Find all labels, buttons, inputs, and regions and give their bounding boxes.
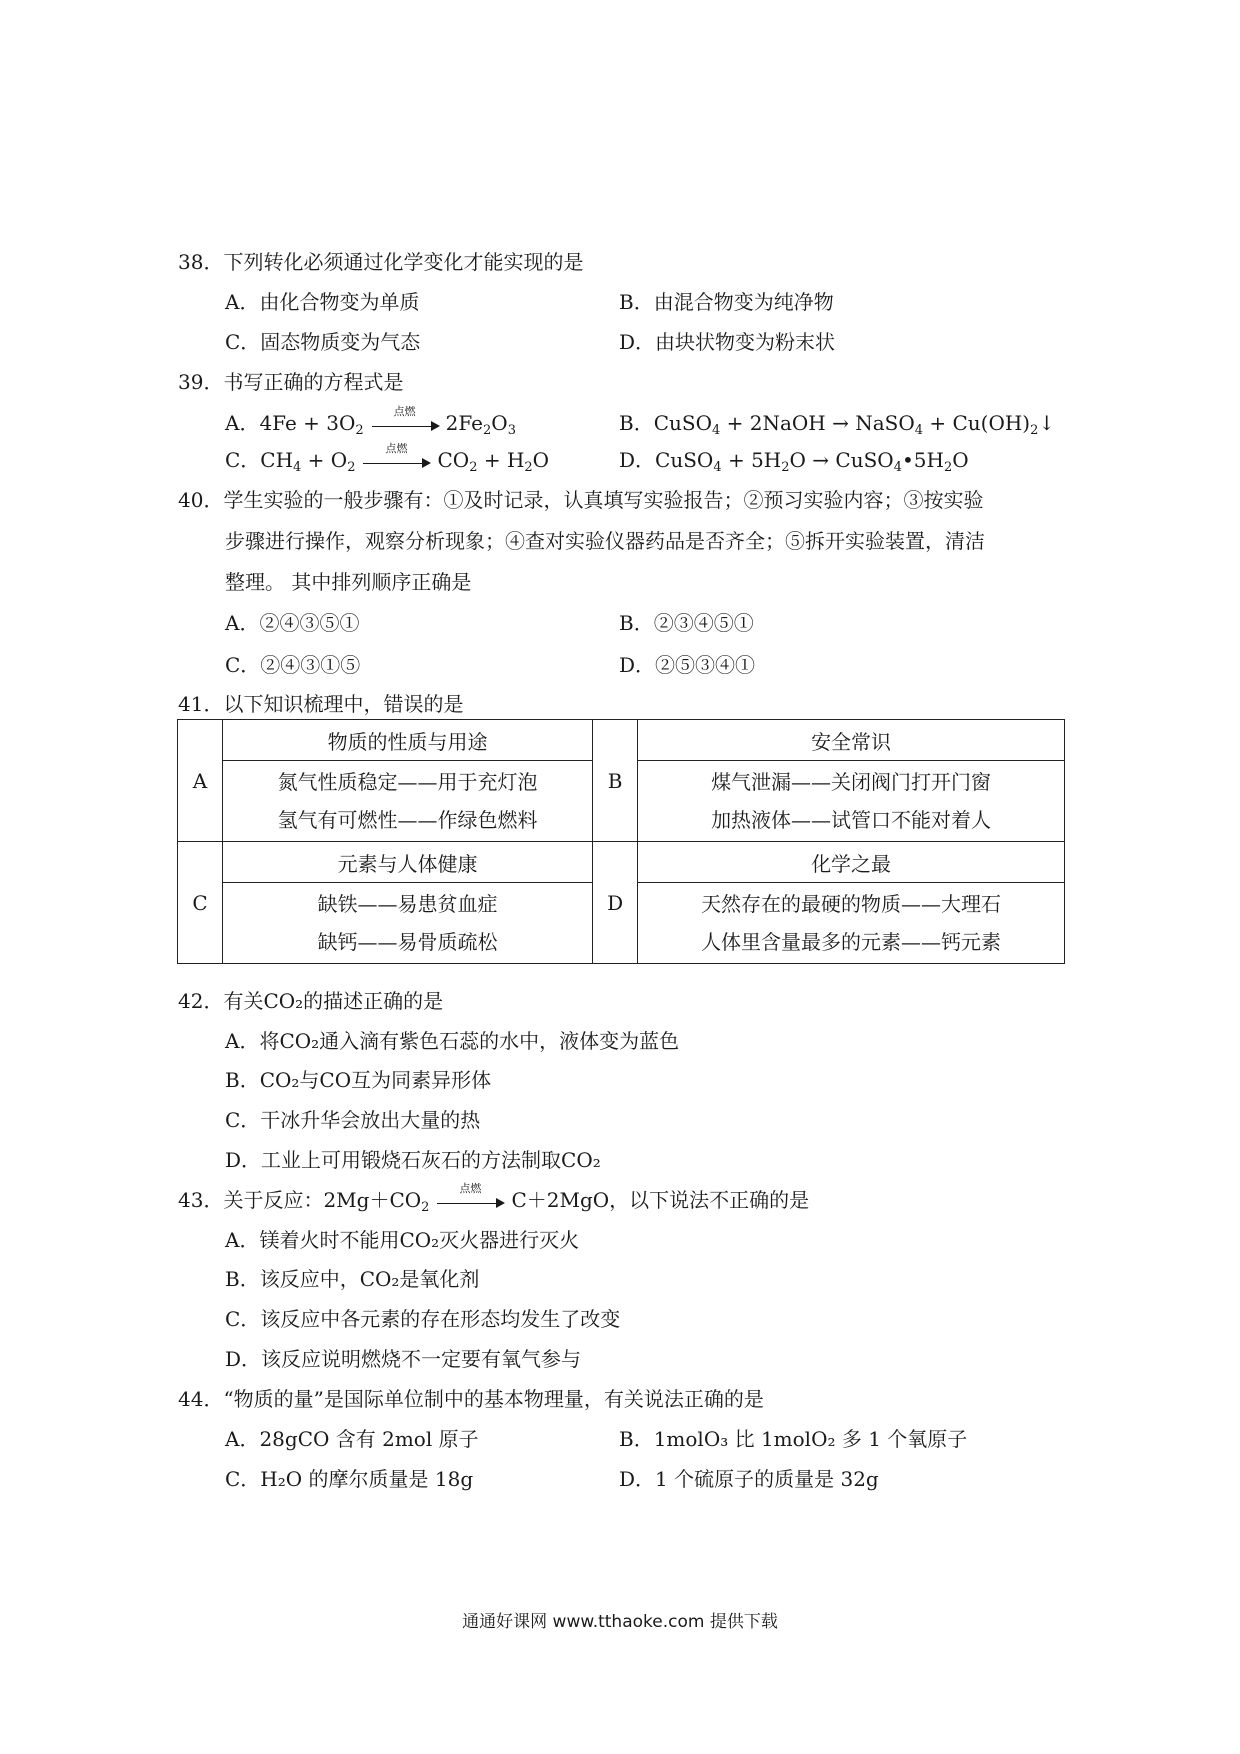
page-footer: 通通好课网 www.tthaoke.com 提供下载 — [462, 1612, 778, 1632]
table-cell-content — [223, 761, 593, 842]
table-cell-content — [638, 883, 1065, 964]
q38-option-b: B．由混合物变为纯净物 — [619, 290, 834, 314]
q44-option-a: A．28gCO 含有 2mol 原子 — [225, 1427, 479, 1451]
q38-option-d: D．由块状物变为粉末状 — [619, 330, 836, 354]
q42-option-c: C．干冰升华会放出大量的热 — [225, 1108, 481, 1132]
table-cell-title: 化学之最 — [638, 842, 1065, 883]
q40-option-a: A．②④③⑤① — [225, 611, 360, 635]
q43-option-a: A．镁着火时不能用CO₂灭火器进行灭火 — [225, 1228, 580, 1252]
q40-stem-line3: 整理。 其中排列顺序正确是 — [225, 570, 472, 594]
q40-option-c: C．②④③①⑤ — [225, 653, 361, 677]
knowledge-table — [177, 719, 1065, 964]
table-cell-letter: A — [178, 720, 223, 842]
q40-option-b: B．②③④⑤① — [619, 611, 754, 635]
table-line: 加热液体——试管口不能对着人 — [711, 808, 992, 832]
q44-option-d: D．1 个硫原子的质量是 32g — [619, 1467, 879, 1491]
q44-option-c: C．H₂O 的摩尔质量是 18g — [225, 1467, 474, 1491]
q40-option-d: D．②⑤③④① — [619, 653, 756, 677]
table-line: 缺铁——易患贫血症 — [317, 892, 498, 916]
table-cell-content — [638, 761, 1065, 842]
q39-option-a: A．$4Fe + 3O_2$ 点燃 $2Fe_2O_3$ — [225, 404, 516, 438]
q43-option-b: B．该反应中，CO₂是氧化剂 — [225, 1267, 480, 1291]
table-cell-title: 元素与人体健康 — [223, 842, 593, 883]
table-line: 缺钙——易骨质疏松 — [317, 930, 498, 954]
q38-option-c: C．固态物质变为气态 — [225, 330, 421, 354]
reaction-arrow: 点燃 — [435, 1191, 505, 1213]
q40-stem-line1: 40．学生实验的一般步骤有：①及时记录，认真填写实验报告；②预习实验内容；③按实验 — [178, 488, 984, 512]
q39-stem: 39．书写正确的方程式是 — [178, 370, 404, 394]
table-line: 氮气性质稳定——用于充灯泡 — [277, 770, 538, 794]
q39-option-c: C．$CH_4 + O_2$ 点燃 $CO_2 + H_2O$ — [225, 441, 550, 475]
table-cell-letter: C — [178, 842, 223, 964]
table-cell-letter: B — [593, 720, 638, 842]
q39-option-b: B．CuSO$_4$ + 2NaOH → NaSO$_4$ + $Cu(OH)_2↓$ — [619, 411, 1056, 438]
q40-stem-line2: 步骤进行操作，观察分析现象；④查对实验仪器药品是否齐全；⑤拆开实验装置，清洁 — [225, 529, 985, 553]
q42-option-b: B．CO₂与CO互为同素异形体 — [225, 1068, 492, 1092]
table-cell-letter: D — [593, 842, 638, 964]
q42-option-d: D．工业上可用锻烧石灰石的方法制取CO₂ — [225, 1148, 601, 1172]
table-cell-content — [223, 883, 593, 964]
table-line: 人体里含量最多的元素——钙元素 — [701, 930, 1002, 954]
q42-option-a: A．将CO₂通入滴有紫色石蕊的水中，液体变为蓝色 — [225, 1029, 680, 1053]
q42-stem: 42．有关CO₂的描述正确的是 — [178, 989, 444, 1013]
q43-option-d: D．该反应说明燃烧不一定要有氧气参与 — [225, 1347, 582, 1371]
q44-option-b: B．1molO₃ 比 1molO₂ 多 1 个氧原子 — [619, 1427, 968, 1451]
reaction-arrow: 点燃 — [361, 451, 431, 473]
table-line: 煤气泄漏——关闭阀门打开门窗 — [711, 770, 992, 794]
q39-option-d: D．CuSO$_4$ + $5H_2O$ → $CuSO_4•5H_2O$ — [619, 448, 969, 475]
q41-stem: 41．以下知识梳理中，错误的是 — [178, 692, 464, 716]
q38-stem: 38．下列转化必须通过化学变化才能实现的是 — [178, 250, 584, 274]
table-cell-title: 物质的性质与用途 — [223, 720, 593, 761]
q38-option-a: A．由化合物变为单质 — [225, 290, 420, 314]
table-cell-title: 安全常识 — [638, 720, 1065, 761]
q44-stem: 44．“物质的量”是国际单位制中的基本物理量，有关说法正确的是 — [178, 1387, 764, 1411]
q43-stem: 43．关于反应：$2Mg+CO_2$ 点燃 C＋2MgO，以下说法不正确的是 — [178, 1181, 810, 1215]
reaction-arrow: 点燃 — [370, 414, 440, 436]
table-line: 氢气有可燃性——作绿色燃料 — [277, 808, 538, 832]
table-line: 天然存在的最硬的物质——大理石 — [701, 892, 1002, 916]
q43-option-c: C．该反应中各元素的存在形态均发生了改变 — [225, 1307, 621, 1331]
